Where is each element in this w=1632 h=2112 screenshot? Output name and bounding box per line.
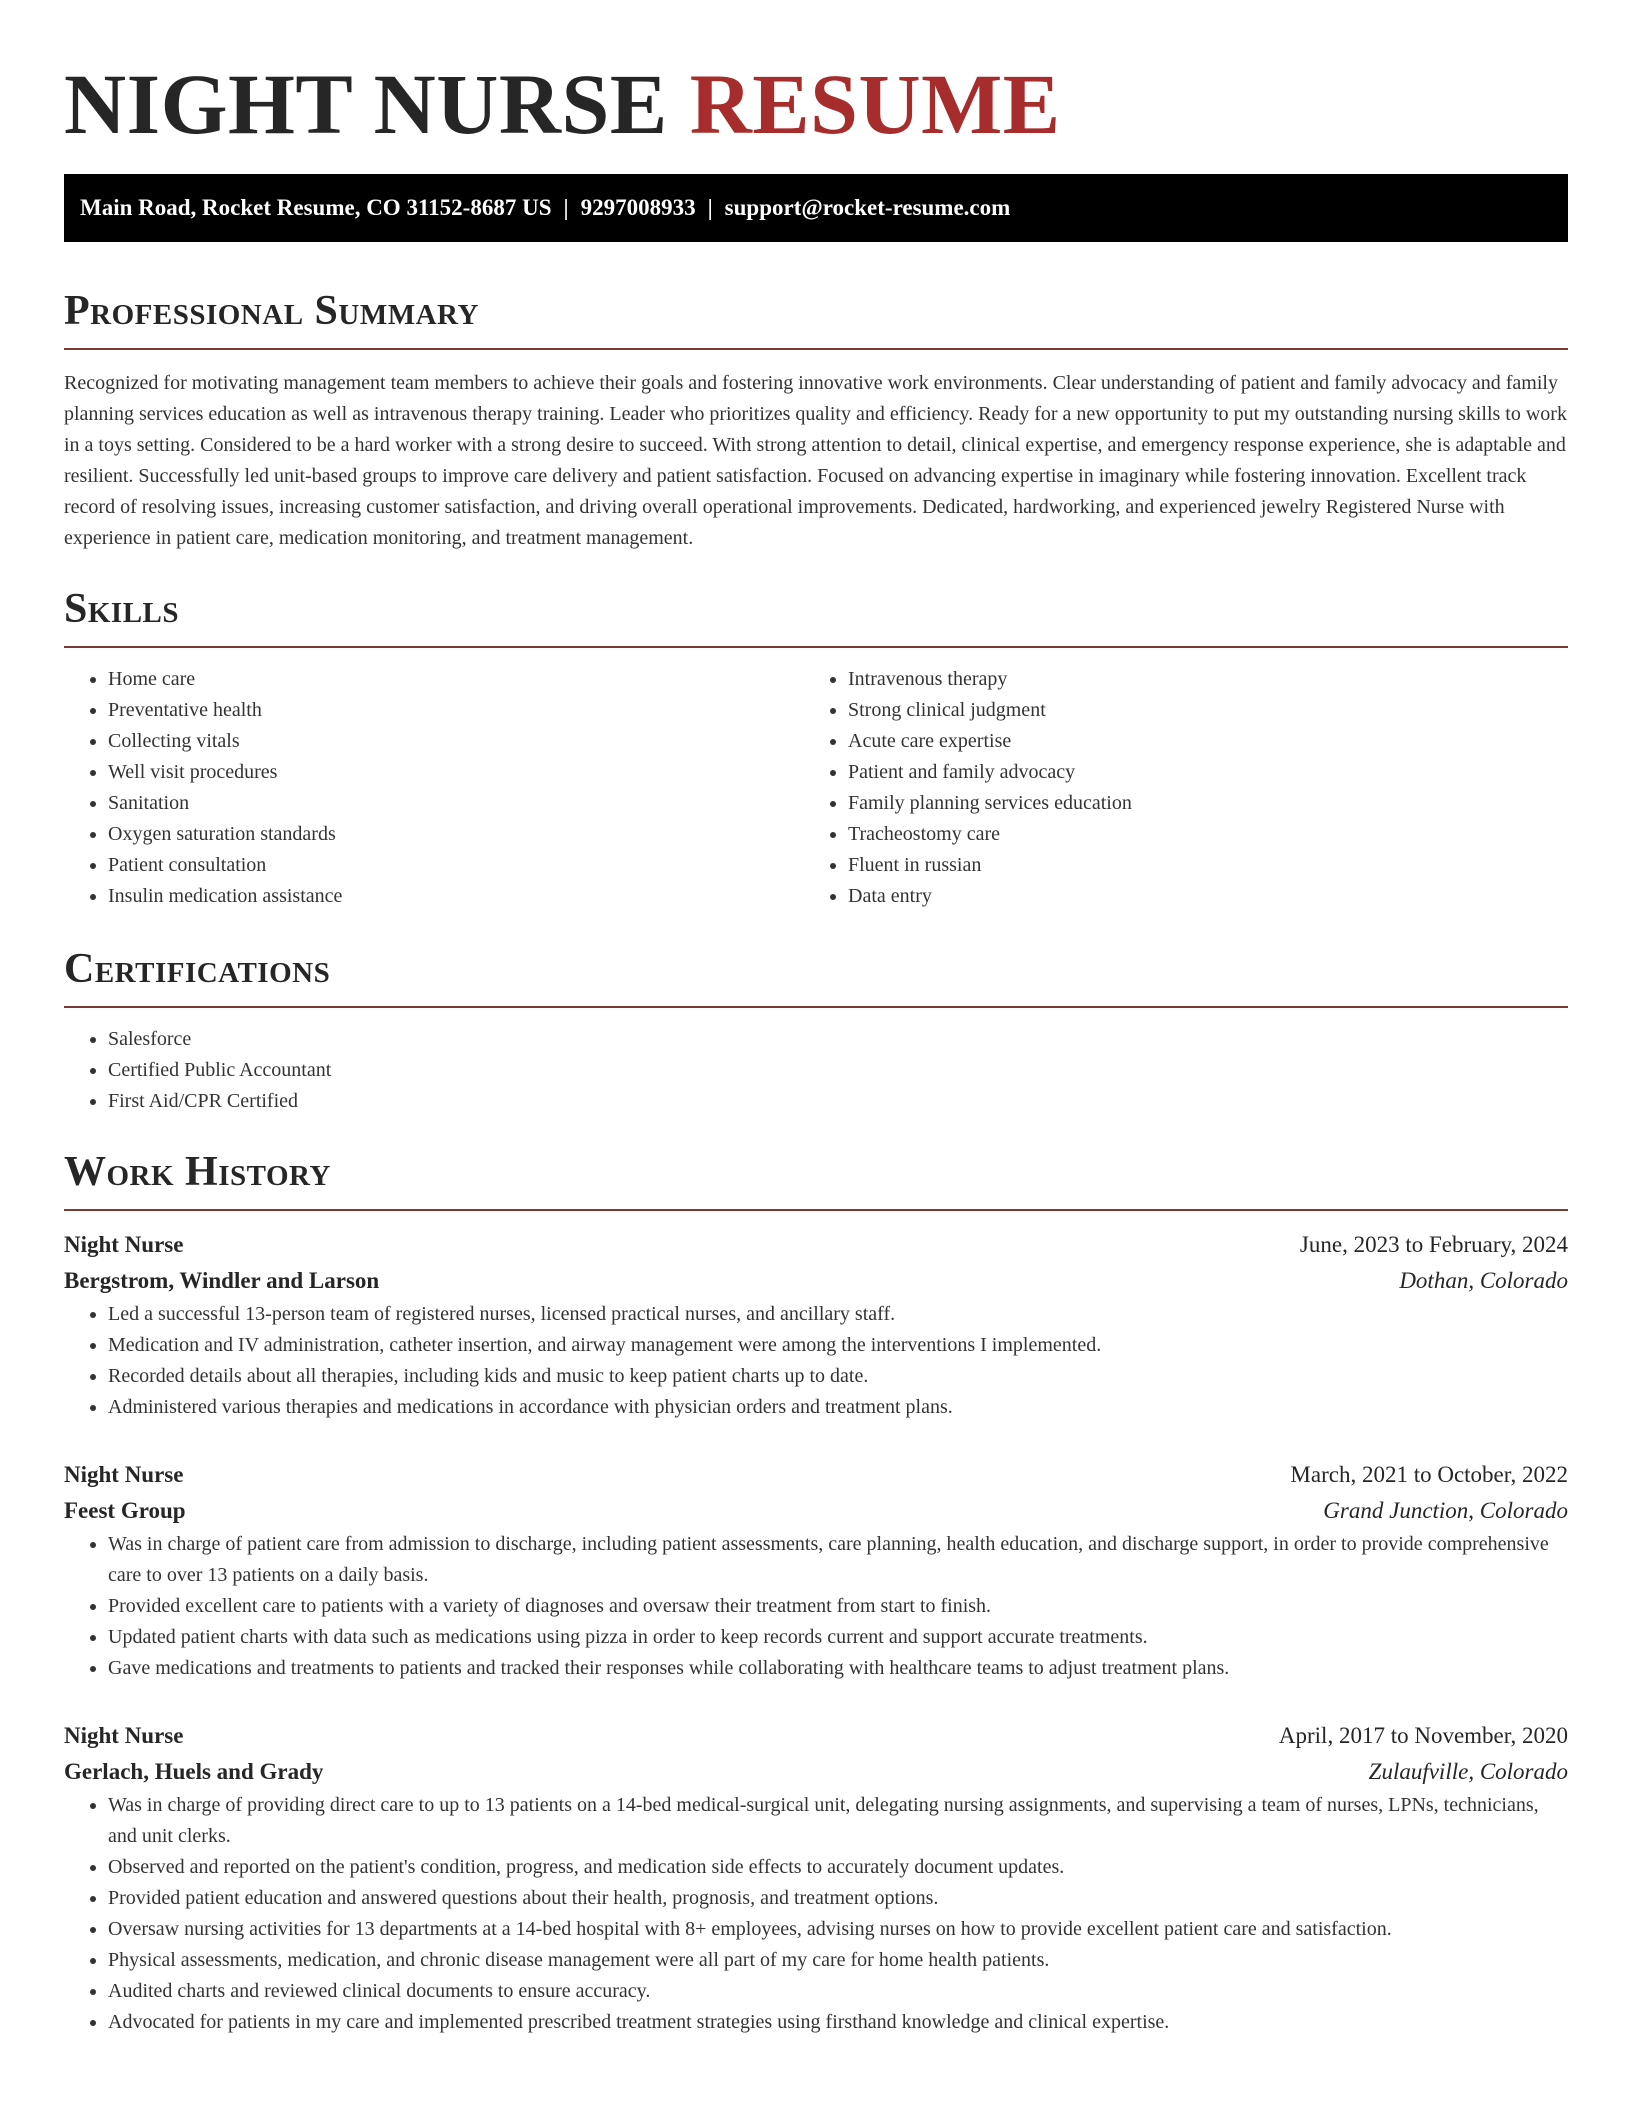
job-bullet: • Was in charge of patient care from admission to discharge, including patient assessments, care planning, health education, and discharge support, in order to provide comprehensive care to over 13 patients on a daily basis. — [108, 1529, 1568, 1591]
skill-item: • Insulin medication assistance — [108, 881, 804, 912]
job-bullet: • Provided patient education and answered questions about their health, prognosis, and treatment options. — [108, 1883, 1568, 1914]
contact-email: support@rocket-resume.com — [724, 195, 1011, 220]
job-header — [64, 1227, 1568, 1263]
job-dates: March, 2021 to October, 2022 — [1290, 1462, 1568, 1487]
skill-item: • Tracheostomy care — [848, 819, 1544, 850]
job-bullet-list — [64, 1299, 1568, 1423]
section-divider — [64, 646, 1568, 648]
skill-item: • Home care — [108, 664, 804, 695]
job-subheader — [64, 1754, 1568, 1790]
resume-title-accent: RESUME — [689, 56, 1061, 152]
section-divider — [64, 1209, 1568, 1211]
contact-separator: | — [563, 195, 569, 220]
job-bullet: • Gave medications and treatments to patients and tracked their responses while collaborating with healthcare teams to adjust treatment plans. — [108, 1653, 1568, 1684]
summary-heading: Professional Summary — [64, 288, 479, 334]
contact-phone: 9297008933 — [580, 195, 696, 220]
skill-item: • Acute care expertise — [848, 726, 1544, 757]
section-divider — [64, 348, 1568, 350]
job-entry — [64, 1718, 1568, 2038]
work-history-heading: Work History — [64, 1149, 331, 1195]
job-location: Grand Junction, Colorado — [1323, 1498, 1568, 1523]
job-bullet: • Observed and reported on the patient's condition, progress, and medication side effects to accurately document updates. — [108, 1852, 1568, 1883]
job-title: Night Nurse — [64, 1723, 184, 1748]
skill-item: • Data entry — [848, 881, 1544, 912]
certification-item: • Certified Public Accountant — [108, 1055, 1568, 1086]
job-title: Night Nurse — [64, 1462, 184, 1487]
skill-item: • Sanitation — [108, 788, 804, 819]
job-bullet: • Audited charts and reviewed clinical documents to ensure accuracy. — [108, 1976, 1568, 2007]
contact-address: Main Road, Rocket Resume, CO 31152-8687 US — [80, 195, 552, 220]
certification-item: • Salesforce — [108, 1024, 1568, 1055]
job-bullet: • Provided excellent care to patients with a variety of diagnoses and oversaw their treatment from start to finish. — [108, 1591, 1568, 1622]
contact-separator: | — [707, 195, 713, 220]
skills-column-left — [64, 664, 804, 912]
skill-item: • Patient consultation — [108, 850, 804, 881]
certifications-heading: Certifications — [64, 946, 331, 992]
skill-item: • Oxygen saturation standards — [108, 819, 804, 850]
job-bullet: • Recorded details about all therapies, including kids and music to keep patient charts up to date. — [108, 1361, 1568, 1392]
certifications-section — [64, 944, 1568, 1117]
work-history-section — [64, 1147, 1568, 2038]
certifications-list — [64, 1024, 1568, 1117]
certification-item: • First Aid/CPR Certified — [108, 1086, 1568, 1117]
job-subheader — [64, 1493, 1568, 1529]
job-bullet-list — [64, 1790, 1568, 2038]
job-bullet: • Medication and IV administration, catheter insertion, and airway management were among the interventions I implemented. — [108, 1330, 1568, 1361]
job-company: Gerlach, Huels and Grady — [64, 1759, 324, 1784]
skills-heading: Skills — [64, 586, 180, 632]
job-bullet: • Updated patient charts with data such as medications using pizza in order to keep records current and support accurate treatments. — [108, 1622, 1568, 1653]
job-location: Dothan, Colorado — [1399, 1268, 1568, 1293]
job-header — [64, 1457, 1568, 1493]
job-company: Feest Group — [64, 1498, 186, 1523]
skill-item: • Well visit procedures — [108, 757, 804, 788]
job-bullet-list — [64, 1529, 1568, 1684]
skill-item: • Fluent in russian — [848, 850, 1544, 881]
job-dates: April, 2017 to November, 2020 — [1278, 1723, 1568, 1748]
skill-item: • Strong clinical judgment — [848, 695, 1544, 726]
skill-item: • Family planning services education — [848, 788, 1544, 819]
job-location: Zulaufville, Colorado — [1368, 1759, 1568, 1784]
skill-item: • Collecting vitals — [108, 726, 804, 757]
skill-item: • Patient and family advocacy — [848, 757, 1544, 788]
skill-item: • Intravenous therapy — [848, 664, 1544, 695]
resume-title — [64, 54, 1568, 154]
skills-list-left — [64, 664, 804, 912]
job-entry — [64, 1227, 1568, 1423]
skills-section — [64, 584, 1568, 912]
summary-text: Recognized for motivating management team members to achieve their goals and fostering innovative work environments. Clear understanding of patient and family advocacy and family planning services education as well as intravenous therapy training. Leader who prioritizes quality and efficiency. Ready for a new opportunity to put my outstanding nursing skills to work in a toys setting. Considered to be a hard worker with a strong desire to succeed. With strong attention to detail, clinical expertise, and emergency response experience, she is adaptable and resilient. Successfully led unit-based groups to improve care delivery and patient satisfaction. Focused on advancing expertise in imaginary while fostering innovation. Excellent track record of resolving issues, increasing customer satisfaction, and driving overall operational improvements. Dedicated, hardworking, and experienced jewelry Registered Nurse with experience in patient care, medication monitoring, and treatment management. — [64, 372, 1567, 549]
job-company: Bergstrom, Windler and Larson — [64, 1268, 380, 1293]
summary-section — [64, 286, 1568, 554]
section-divider — [64, 1006, 1568, 1008]
contact-bar — [64, 174, 1568, 242]
job-bullet: • Administered various therapies and medications in accordance with physician orders and treatment plans. — [108, 1392, 1568, 1423]
skills-grid — [64, 664, 1568, 912]
job-subheader — [64, 1263, 1568, 1299]
skills-column-right — [804, 664, 1544, 912]
skills-list-right — [804, 664, 1544, 912]
resume-title-main: NIGHT NURSE — [64, 56, 668, 152]
job-bullet: • Physical assessments, medication, and chronic disease management were all part of my care for home health patients. — [108, 1945, 1568, 1976]
job-title: Night Nurse — [64, 1232, 184, 1257]
job-bullet: • Oversaw nursing activities for 13 departments at a 14-bed hospital with 8+ employees, advising nurses on how to provide excellent patient care and satisfaction. — [108, 1914, 1568, 1945]
job-bullet: • Advocated for patients in my care and implemented prescribed treatment strategies using firsthand knowledge and clinical expertise. — [108, 2007, 1568, 2038]
skill-item: • Preventative health — [108, 695, 804, 726]
job-dates: June, 2023 to February, 2024 — [1299, 1232, 1568, 1257]
job-bullet: • Led a successful 13-person team of registered nurses, licensed practical nurses, and ancillary staff. — [108, 1299, 1568, 1330]
job-entry — [64, 1457, 1568, 1684]
job-header — [64, 1718, 1568, 1754]
job-bullet: • Was in charge of providing direct care to up to 13 patients on a 14-bed medical-surgical unit, delegating nursing assignments, and supervising a team of nurses, LPNs, technicians, and unit clerks. — [108, 1790, 1568, 1852]
